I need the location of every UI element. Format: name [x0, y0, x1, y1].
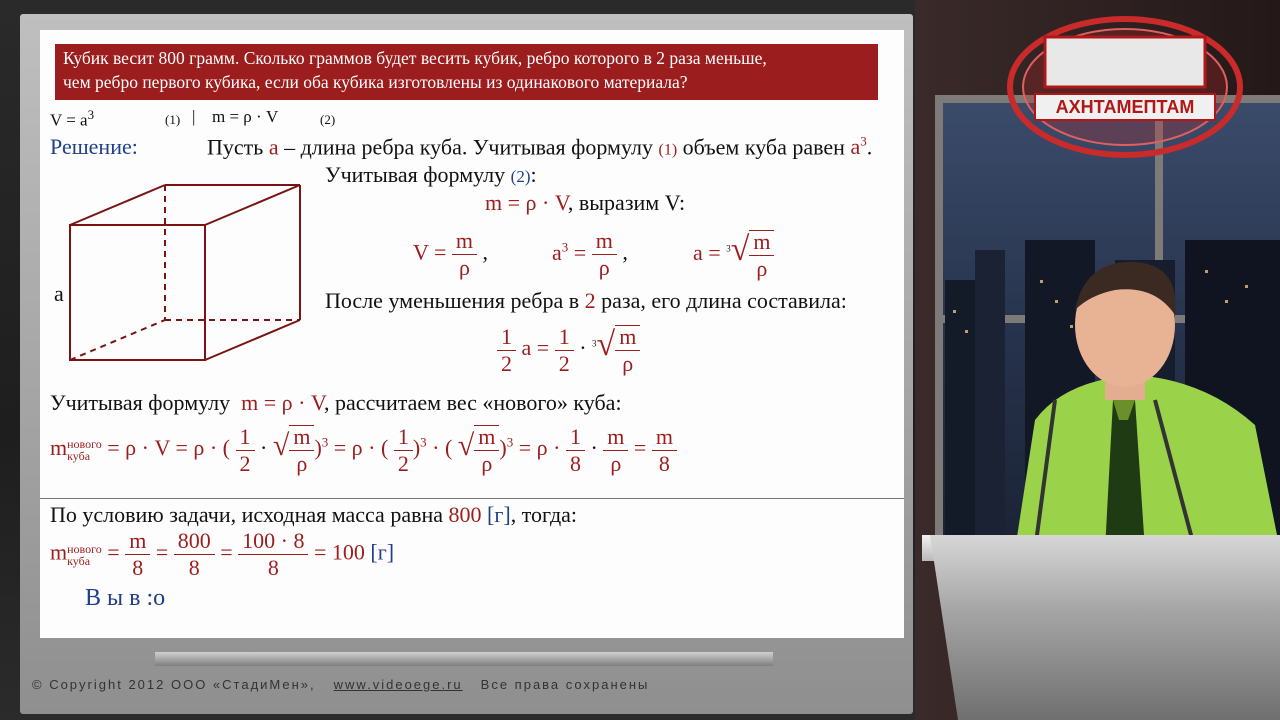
equation-final: m нового куба = $\frac{m}{8}$ = $\frac{800}{8}$ = $\frac{100 \cdot 8}{8}$ = 100 [г]: [50, 528, 395, 580]
section-divider: [40, 498, 904, 499]
copyright-text: © Copyright 2012 ООО «СтадиМен»,: [32, 677, 316, 692]
channel-logo: [1005, 12, 1245, 162]
problem-statement: [55, 44, 878, 100]
formula-separator: |: [192, 107, 196, 126]
rights-text: Все права сохранены: [480, 677, 650, 692]
conclusion-partial: В ы в :о: [85, 585, 166, 611]
problem-line-2: чем ребро первого кубика, если оба кубика изготовлены из одинакового материала?: [63, 72, 688, 92]
express-v-line: m = ρ · V, выразим V:: [485, 190, 686, 215]
problem-line-1: Кубик весит 800 грамм. Сколько граммов будет весить кубик, ребро которого в 2 раза меньше,: [63, 48, 767, 68]
equation-new-mass: m нового куба = ρ · V = ρ · ( $\frac{1}{2}$ · √ $\frac{m}{\rho}$ )$^3$ = ρ · ( $\frac{1}{2}$ )$^3$ · ( √ $\frac{m}{\rho}$ )$^3$ = ρ · $\frac{1}{8}$ · $\frac{m}{\rho}$ = $\frac{m}{8}$: [50, 425, 677, 475]
equation-a-root: a = $^3$√ $\frac{m}{\rho}$: [693, 230, 774, 280]
whiteboard-tray: [155, 652, 773, 666]
podium: [930, 535, 1280, 720]
svg-text:АХНТАМЕПТАМ: АХНТАМЕПТАМ: [1055, 97, 1195, 117]
formula-2-number: (2): [320, 112, 336, 127]
after-reduce-line: После уменьшения ребра в 2 раза, его длина составила:: [325, 288, 847, 313]
condition-line: По условию задачи, исходная масса равна 800 [г], тогда:: [50, 502, 578, 527]
formula-1-number: (1): [165, 112, 181, 127]
cube-side-label: a: [54, 281, 64, 306]
footer-url[interactable]: www.videoege.ru: [333, 677, 463, 692]
formula-1: $V = a^3$: [50, 107, 95, 130]
equation-a3: $a^3$ = $\frac{m}{\rho}$ ,: [552, 228, 628, 280]
footer: [32, 677, 902, 701]
equation-half-a: $\frac{1}{2}$ a = $\frac{1}{2}$ · $^3$√ $\frac{m}{\rho}$: [497, 325, 640, 375]
equation-v: V = $\frac{m}{\rho}$ ,: [413, 228, 489, 280]
formula-2: m = ρ · V: [212, 107, 279, 126]
given-formula-2: Учитывая формулу (2):: [325, 162, 537, 187]
solution-label: Решение:: [50, 134, 138, 159]
solution-let-line: Пусть a – длина ребра куба. Учитывая формулу (1) объем куба равен $a^3$.: [207, 134, 873, 160]
presenter-image: [995, 250, 1280, 550]
cube-diagram: [60, 180, 305, 365]
considering-line: Учитывая формулу m = ρ · V, рассчитаем вес «нового» куба:: [50, 390, 622, 415]
